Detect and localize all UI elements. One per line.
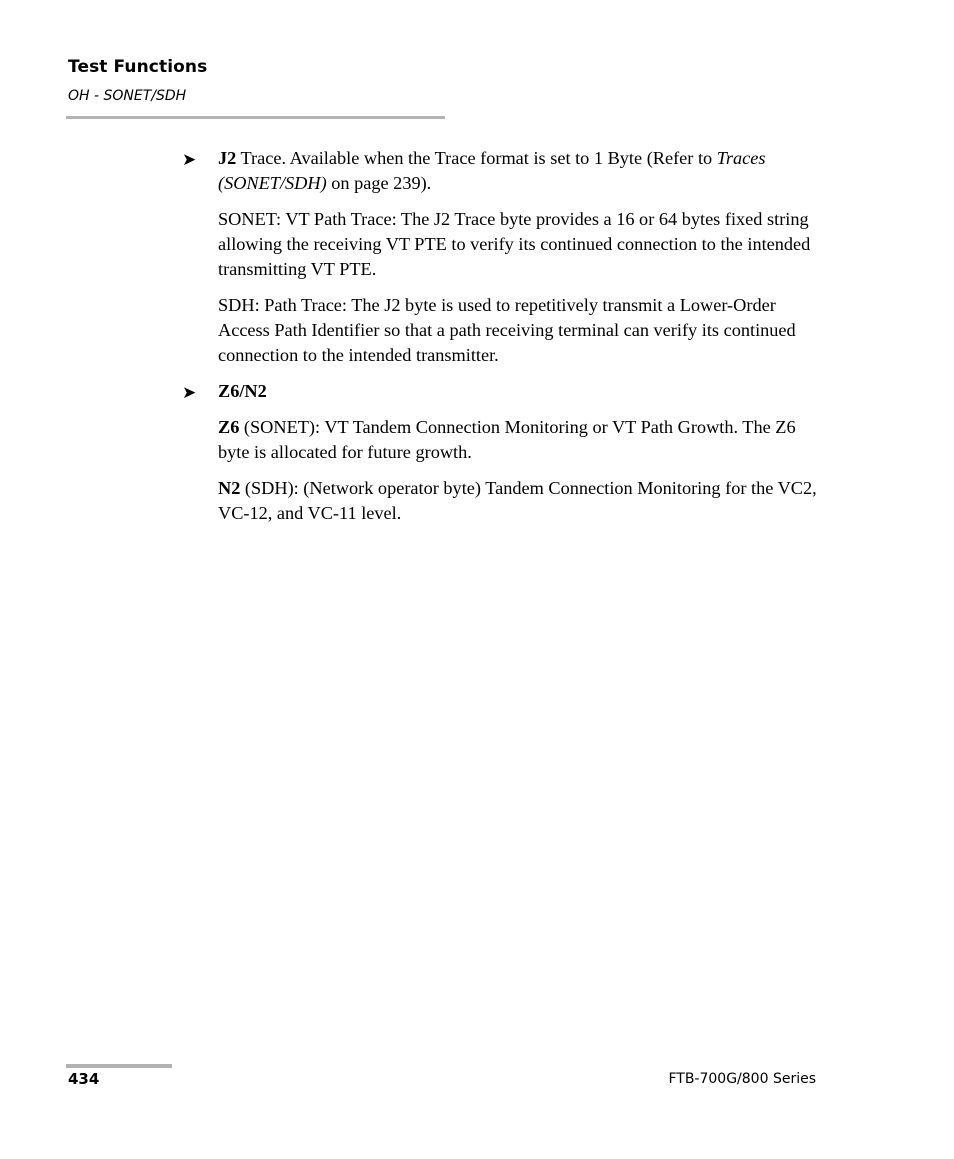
header-divider: [66, 116, 445, 119]
z6-description: [182, 415, 822, 465]
n2-term: N2: [218, 478, 241, 498]
n2-description: [182, 476, 822, 526]
j2-intro: Trace. Available when the Trace format is set to 1 Byte (Refer to: [236, 148, 717, 168]
z6-term: Z6: [218, 417, 240, 437]
j2-sonet-description: SONET: VT Path Trace: The J2 Trace byte provides a 16 or 64 bytes fixed string allowing the receiving VT PTE to verify its continued connection to the intended transmitting VT PTE.: [218, 209, 811, 279]
bullet-arrow-icon: ➤: [182, 383, 197, 403]
z6n2-term: Z6/N2: [218, 381, 267, 401]
running-header-title: Test Functions: [68, 57, 208, 77]
n2-text: (SDH): (Network operator byte) Tandem Connection Monitoring for the VC2, VC-12, and VC-11 level.: [218, 478, 817, 523]
j2-term: J2: [218, 148, 237, 168]
page-body: [182, 146, 822, 537]
running-header-subtitle: OH - SONET/SDH: [68, 88, 187, 104]
j2-sdh-description: SDH: Path Trace: The J2 byte is used to repetitively transmit a Lower-Order Access Path Identifier so that a path receiving terminal can verify its continued connection to the intended transmitter.: [218, 295, 796, 365]
traces-cross-reference-link[interactable]: Traces (SONET/SDH): [218, 148, 766, 193]
footer-divider: [66, 1064, 172, 1068]
bullet-arrow-icon: ➤: [182, 150, 197, 170]
z6-text: (SONET): VT Tandem Connection Monitoring or VT Path Growth. The Z6 byte is allocated for future growth.: [218, 417, 796, 462]
z6n2-bullet-item: [182, 379, 822, 404]
product-series-label: FTB-700G/800 Series: [668, 1071, 816, 1087]
page-number: 434: [68, 1070, 100, 1088]
j2-ref-tail: on page 239).: [326, 173, 432, 193]
j2-bullet-item: [182, 146, 822, 196]
